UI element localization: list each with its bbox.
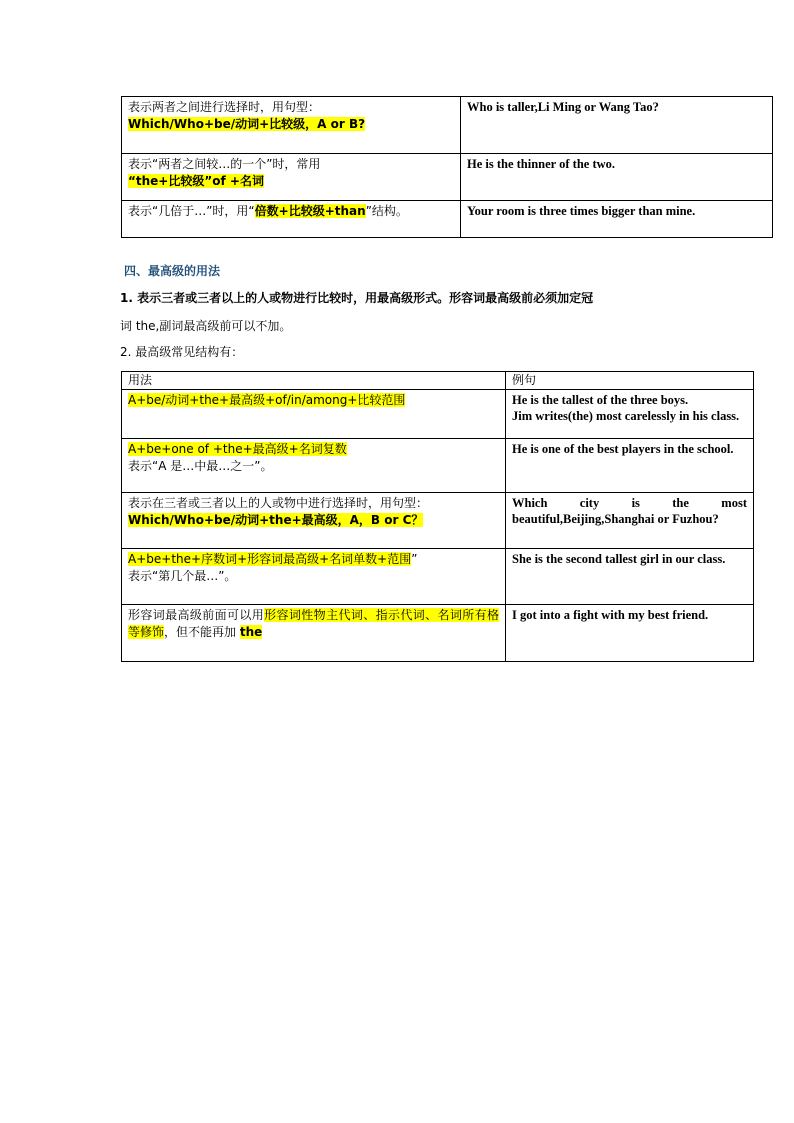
highlight-pattern: A+be+the+序数词+形容词最高级+名词单数+范围	[128, 552, 412, 566]
usage-cell	[122, 605, 506, 662]
highlight-pattern: 倍数+比较级+than	[254, 204, 366, 218]
example-cell: She is the second tallest girl in our class.	[506, 549, 754, 605]
usage-cell	[122, 154, 461, 201]
example-sentence: Jim writes(the) most carelessly in his class.	[512, 409, 740, 423]
highlight-pattern: A+be/动词+the+最高级+of/in/among+比较范围	[128, 393, 406, 407]
highlight-pattern: 形容词性物主代词、指示代词、名词所有格等修饰	[128, 608, 499, 639]
table-row	[122, 201, 773, 238]
usage-cell	[122, 390, 506, 439]
paragraph: 1. 表示三者或三者以上的人或物进行比较时，用最高级形式。形容词最高级前必须加定冠	[120, 291, 594, 305]
usage-text: ”结构。	[365, 204, 408, 218]
example-cell: He is one of the best players in the school.	[506, 439, 754, 493]
table-row	[122, 493, 754, 549]
example-cell: He is the thinner of the two.	[461, 154, 773, 201]
table-header-row	[122, 372, 754, 390]
example-cell: Who is taller,Li Ming or Wang Tao?	[461, 97, 773, 154]
highlight-pattern: A+be+one of +the+最高级+名词复数	[128, 442, 347, 456]
example-sentence: He is the tallest of the three boys.	[512, 393, 689, 407]
table-row	[122, 549, 754, 605]
table-row	[122, 439, 754, 493]
table-row	[122, 605, 754, 662]
usage-text: 形容词最高级前面可以用	[128, 608, 265, 622]
usage-cell	[122, 439, 506, 493]
example-cell: Your room is three times bigger than mine.	[461, 201, 773, 238]
usage-text: 表示“两者之间较…的一个”时，常用	[128, 157, 321, 171]
usage-text: 表示“几倍于…”时，用“	[128, 204, 255, 218]
example-cell: Which city is the most beautiful,Beijing,Shanghai or Fuzhou?	[506, 493, 754, 549]
usage-cell	[122, 97, 461, 154]
table-row	[122, 154, 773, 201]
usage-cell	[122, 201, 461, 238]
usage-cell	[122, 549, 506, 605]
usage-text: 表示“第几个最…”。	[128, 569, 237, 583]
paragraph: 词 the,副词最高级前可以不加。	[120, 319, 292, 333]
usage-text: 表示在三者或三者以上的人或物中进行选择时，用句型：	[128, 496, 429, 510]
paragraph: 2. 最高级常见结构有：	[120, 345, 244, 359]
example-cell	[506, 390, 754, 439]
table-row	[122, 390, 754, 439]
column-header-example: 例句	[506, 372, 754, 390]
table-row	[122, 97, 773, 154]
highlight-pattern: the	[239, 625, 263, 639]
usage-text: 表示“A 是…中最…之一”。	[128, 459, 273, 473]
usage-text: ”	[411, 552, 418, 566]
usage-text: ，但不能再加	[164, 625, 240, 639]
highlight-pattern: Which/Who+be/动词+the+最高级，A，B or C？	[128, 513, 424, 527]
usage-cell	[122, 493, 506, 549]
column-header-usage: 用法	[122, 372, 506, 390]
example-cell: I got into a fight with my best friend.	[506, 605, 754, 662]
highlight-pattern: Which/Who+be/动词+比较级，A or B?	[128, 117, 366, 131]
superlative-table	[121, 371, 754, 662]
highlight-pattern: “the+比较级”of +名词	[128, 174, 264, 188]
comparative-table	[121, 96, 773, 238]
usage-text: 表示两者之间进行选择时，用句型：	[128, 100, 321, 114]
section-heading: 四、最高级的用法	[124, 264, 221, 278]
